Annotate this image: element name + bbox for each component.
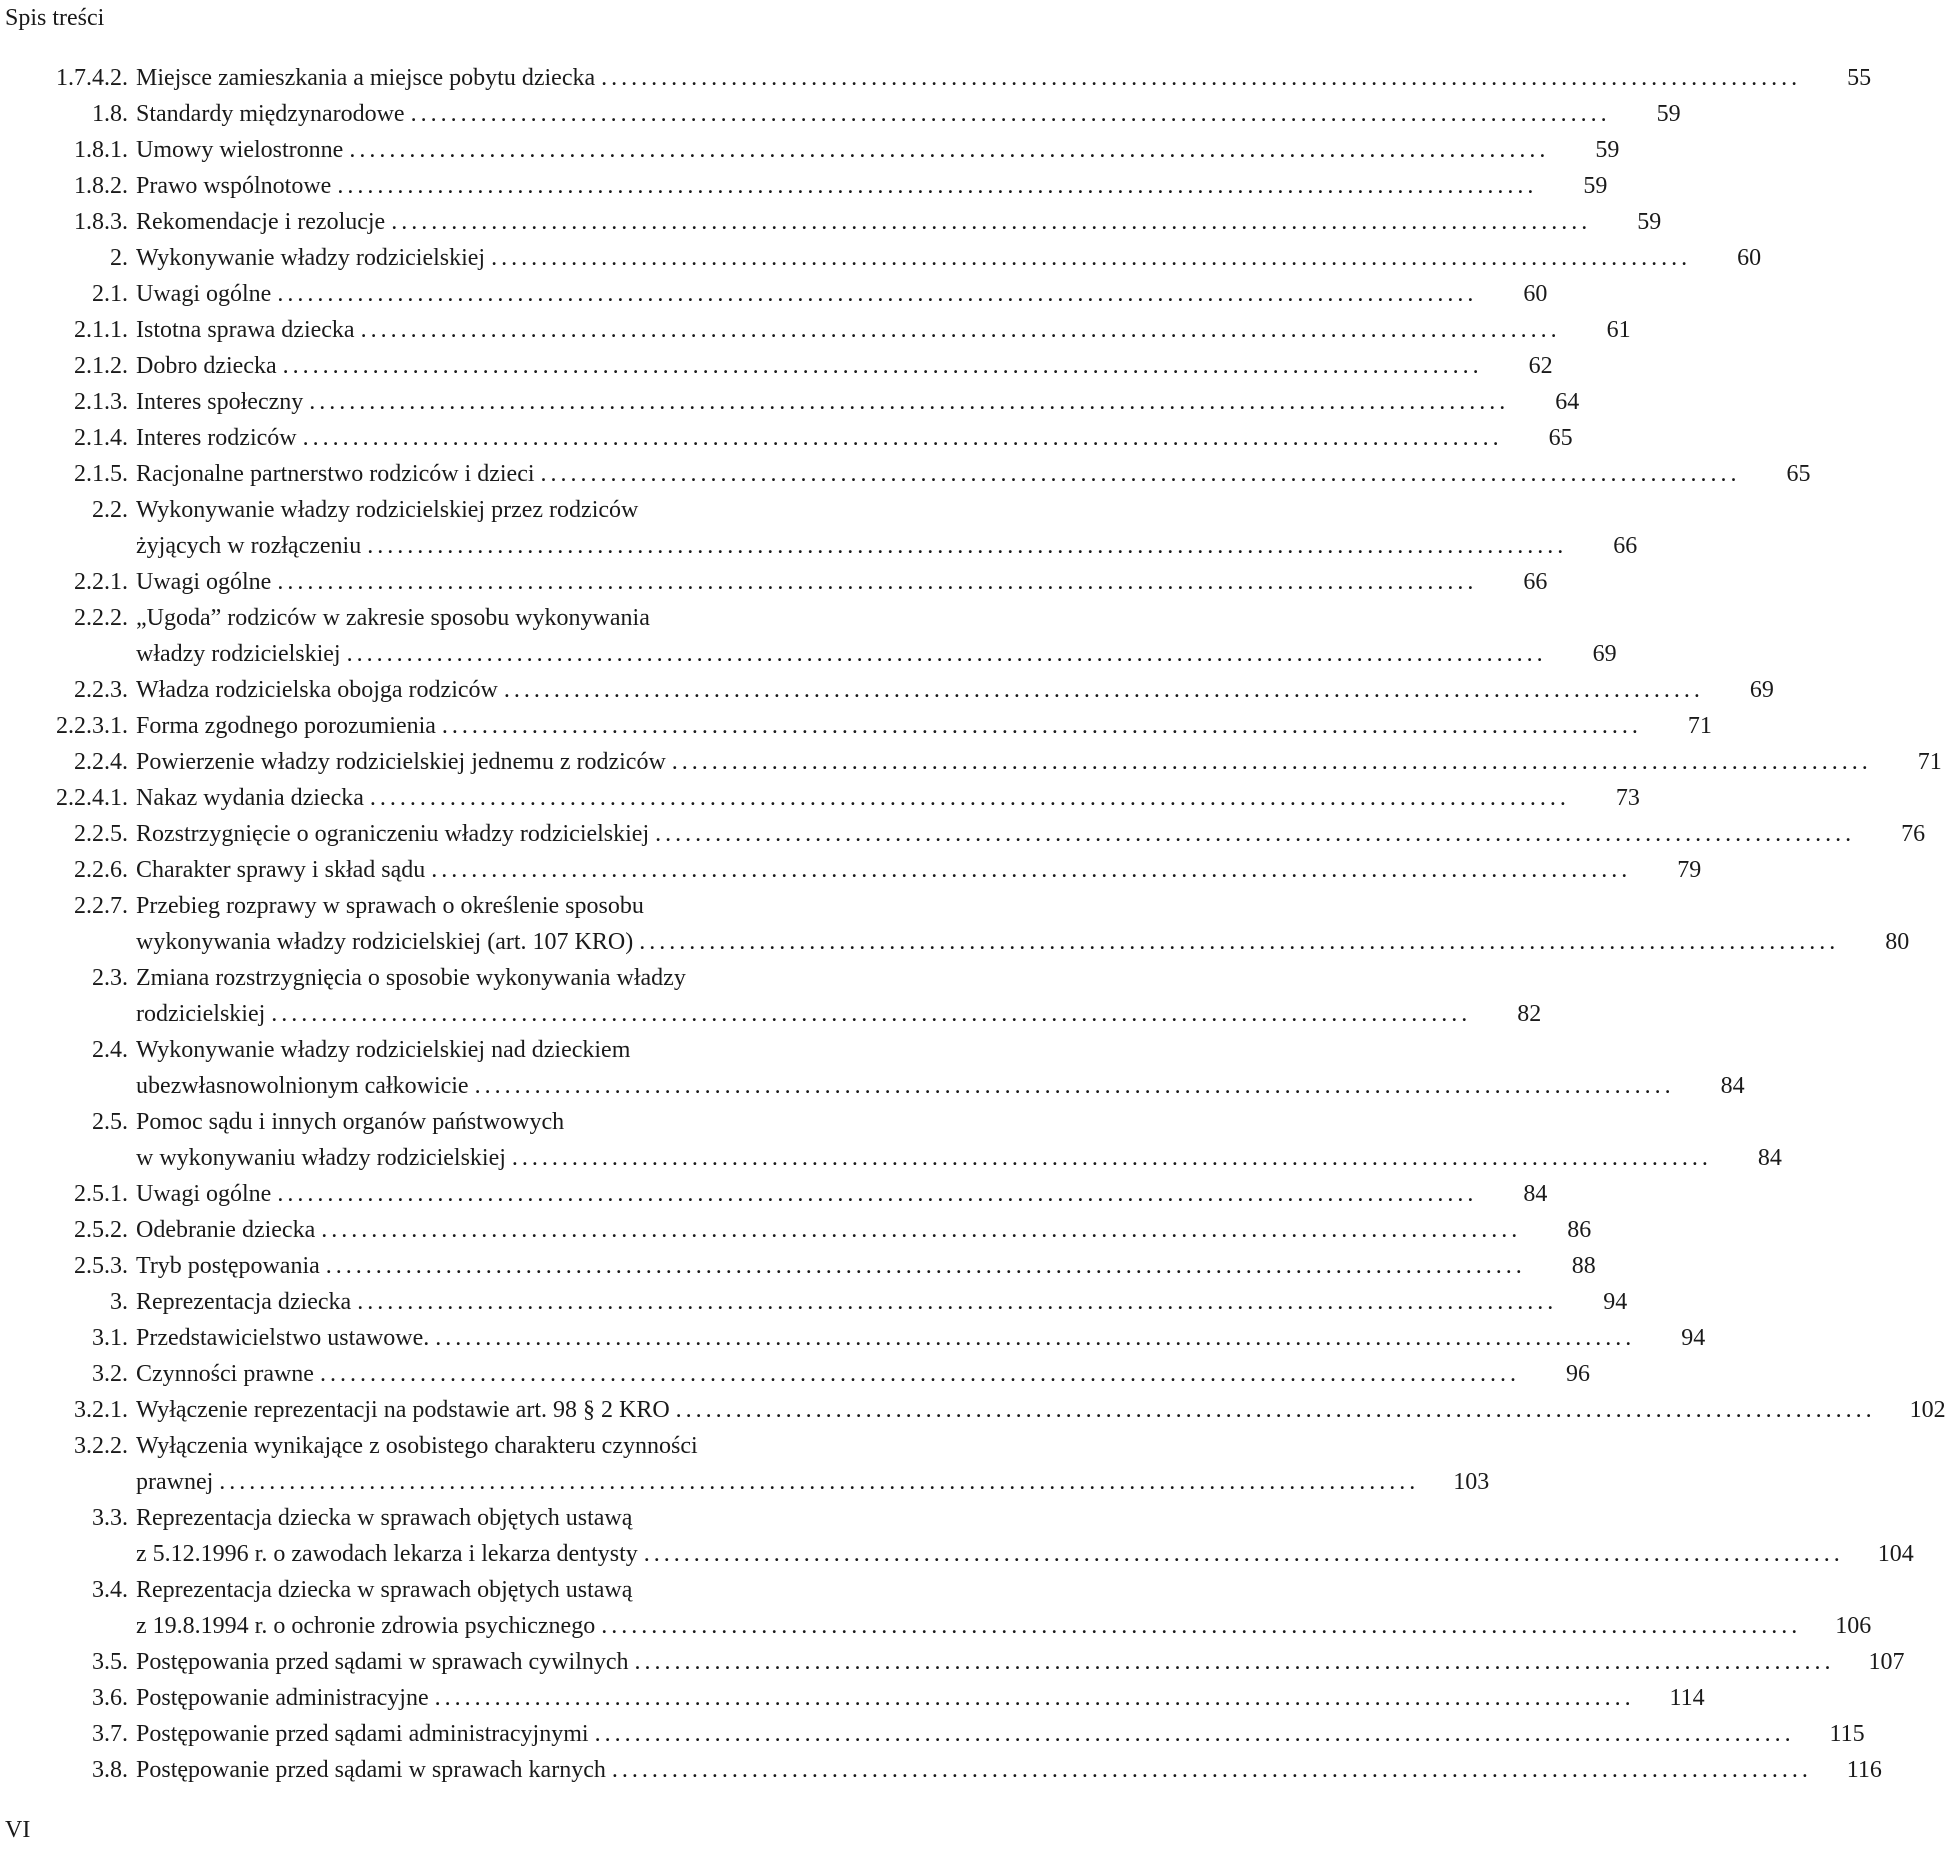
toc-entry-line: [136, 1356, 1590, 1392]
toc-entry-page: 69: [1592, 641, 1617, 667]
toc-entry-number: 2.2.4.1.: [56, 785, 128, 811]
toc-entry-body: [136, 96, 1681, 132]
page-number: VI: [5, 1817, 31, 1843]
toc-entry-line: [136, 1572, 856, 1608]
toc-entry-title: prawnej: [136, 1469, 214, 1495]
toc-entry-body: [136, 384, 1580, 420]
toc-entry-line: [136, 636, 1617, 672]
toc-entry-body: [136, 1212, 1592, 1248]
toc-entry-title: Postępowania przed sądami w sprawach cywilnych: [136, 1649, 629, 1675]
dot-leader: ........................................................................................................................: [337, 173, 1538, 199]
toc-entry: [0, 204, 1662, 240]
toc-entry-title: „Ugoda” rodziców w zakresie sposobu wykonywania: [136, 605, 650, 631]
toc-entry-body: [136, 240, 1762, 276]
toc-entry: [0, 1104, 1782, 1176]
toc-entry-body: [136, 816, 1926, 852]
toc-entry-line: [136, 1140, 1782, 1176]
toc-entry-title: Postępowanie przed sądami w sprawach karnych: [136, 1757, 606, 1783]
toc-entry-line: [136, 1212, 1592, 1248]
toc-entry-page: 104: [1877, 1541, 1914, 1567]
toc-entry-number: 3.8.: [92, 1757, 128, 1783]
toc-entry-page: 96: [1565, 1361, 1590, 1387]
toc-entry-page: 84: [1757, 1145, 1782, 1171]
toc-entry-line: [136, 744, 1942, 780]
toc-entry-title: Wykonywanie władzy rodzicielskiej nad dzieckiem: [136, 1037, 631, 1063]
toc-entry-title: Nakaz wydania dziecka: [136, 785, 364, 811]
toc-entry-body: [136, 1680, 1705, 1716]
toc-entry-number: 2.1.: [92, 281, 128, 307]
toc-entry: [0, 1176, 1548, 1212]
toc-entry-body: [136, 852, 1702, 888]
toc-entry-body: [136, 1320, 1706, 1356]
dot-leader: ........................................................................................................................: [277, 281, 1478, 307]
toc-entry-number: 3.1.: [92, 1325, 128, 1351]
toc-entry-title: Uwagi ogólne: [136, 1181, 272, 1207]
toc-entry-title: Wykonywanie władzy rodzicielskiej: [136, 245, 486, 271]
dot-leader: ........................................................................................................................: [367, 533, 1568, 559]
toc-entry: [0, 564, 1548, 600]
toc-entry-body: [136, 672, 1774, 708]
toc-entry-line: [136, 96, 1681, 132]
toc-entry-line: [136, 1644, 1905, 1680]
toc-entry: [0, 1032, 1745, 1104]
toc-entry: [0, 1356, 1590, 1392]
toc-entry-body: [136, 168, 1608, 204]
toc-entry-title: Pomoc sądu i innych organów państwowych: [136, 1109, 565, 1135]
toc-entry-number: 3.2.2.: [74, 1433, 128, 1459]
toc-entry-number: 3.3.: [92, 1505, 128, 1531]
dot-leader: ........................................................................................................................: [655, 821, 1856, 847]
toc-entry-title: Uwagi ogólne: [136, 569, 272, 595]
toc-entry-line: [136, 924, 1910, 960]
toc-entry-number: 3.: [110, 1289, 128, 1315]
toc-entry-page: 73: [1615, 785, 1640, 811]
toc-entry-line: [136, 1284, 1628, 1320]
toc-entry-title: z 19.8.1994 r. o ochronie zdrowia psychicznego: [136, 1613, 596, 1639]
toc-entry-number: 2.1.2.: [74, 353, 128, 379]
toc-entry-title: żyjących w rozłączeniu: [136, 533, 362, 559]
toc-entry-page: 106: [1835, 1613, 1872, 1639]
toc-entry-page: 71: [1687, 713, 1712, 739]
toc-entry-line: [136, 240, 1762, 276]
toc-entry-page: 79: [1677, 857, 1702, 883]
dot-leader: ........................................................................................................................: [435, 1325, 1636, 1351]
dot-leader: ........................................................................................................................: [671, 749, 1872, 775]
toc-entry: [0, 312, 1631, 348]
toc-entry-page: 103: [1453, 1469, 1490, 1495]
dot-leader: ........................................................................................................................: [601, 1613, 1802, 1639]
toc-entry-title: Zmiana rozstrzygnięcia o sposobie wykonywania władzy: [136, 965, 686, 991]
toc-entry-body: [136, 744, 1942, 780]
toc-entry-title: Przebieg rozprawy w sprawach o określenie sposobu: [136, 893, 644, 919]
toc-entry: [0, 1572, 1872, 1644]
toc-entry-line: [136, 528, 1638, 564]
toc-entry-number: 2.2.1.: [74, 569, 128, 595]
toc-entry-number: 2.2.6.: [74, 857, 128, 883]
toc-entry-page: 59: [1595, 137, 1620, 163]
toc-entry-body: [136, 960, 1542, 1032]
dot-leader: ........................................................................................................................: [346, 641, 1547, 667]
toc-entry-title: Władza rodzicielska obojga rodziców: [136, 677, 498, 703]
toc-entry-line: [136, 1680, 1705, 1716]
dot-leader: ........................................................................................................................: [302, 425, 1503, 451]
toc-entry-title: władzy rodzicielskiej: [136, 641, 341, 667]
toc-entry-title: wykonywania władzy rodzicielskiej (art. 107 KRO): [136, 929, 634, 955]
toc-entry-body: [136, 1176, 1548, 1212]
dot-leader: ........................................................................................................................: [675, 1397, 1876, 1423]
toc-entry-line: [136, 204, 1662, 240]
toc-entry-body: [136, 348, 1553, 384]
toc-entry-title: Istotna sprawa dziecka: [136, 317, 355, 343]
dot-leader: ........................................................................................................................: [219, 1469, 1420, 1495]
toc-entry-line: [136, 132, 1620, 168]
toc-entry-body: [136, 204, 1662, 240]
toc-entry-title: Czynności prawne: [136, 1361, 314, 1387]
toc-entry-title: Rozstrzygnięcie o ograniczeniu władzy rodzicielskiej: [136, 821, 650, 847]
toc-entry-body: [136, 564, 1548, 600]
toc-entry: [0, 960, 1542, 1032]
toc-entry: [0, 600, 1617, 672]
toc-entry: [0, 276, 1548, 312]
dot-leader: ........................................................................................................................: [491, 245, 1692, 271]
toc-entry-line: [136, 708, 1712, 744]
dot-leader: ........................................................................................................................: [277, 1181, 1478, 1207]
toc-entry: [0, 492, 1638, 564]
toc-entry-page: 59: [1656, 101, 1681, 127]
toc-entry-number: 2.4.: [92, 1037, 128, 1063]
toc-entry-page: 61: [1606, 317, 1631, 343]
toc-entry: [0, 1644, 1905, 1680]
table-of-contents: [0, 60, 1946, 1788]
toc-entry-line: [136, 672, 1774, 708]
toc-entry: [0, 1284, 1628, 1320]
toc-entry: [0, 744, 1942, 780]
toc-entry-line: [136, 564, 1548, 600]
toc-entry-line: [136, 1464, 1490, 1500]
toc-entry-number: 2.2.5.: [74, 821, 128, 847]
toc-entry-page: 65: [1786, 461, 1811, 487]
toc-entry-number: 3.2.1.: [74, 1397, 128, 1423]
toc-entry-page: 114: [1669, 1685, 1705, 1711]
toc-entry-page: 69: [1749, 677, 1774, 703]
toc-entry-page: 55: [1847, 65, 1872, 91]
dot-leader: ........................................................................................................................: [634, 1649, 1835, 1675]
toc-entry-title: Uwagi ogólne: [136, 281, 272, 307]
toc-entry-number: 1.7.4.2.: [56, 65, 128, 91]
toc-entry-body: [136, 1644, 1905, 1680]
toc-entry-line: [136, 1428, 856, 1464]
toc-entry-body: [136, 1572, 1872, 1644]
toc-entry-body: [136, 1716, 1865, 1752]
toc-entry-line: [136, 456, 1811, 492]
toc-entry-line: [136, 348, 1553, 384]
toc-entry-title: Charakter sprawy i skład sądu: [136, 857, 426, 883]
toc-entry: [0, 1500, 1914, 1572]
toc-entry-line: [136, 384, 1580, 420]
toc-entry-page: 65: [1548, 425, 1573, 451]
toc-entry-number: 2.5.2.: [74, 1217, 128, 1243]
toc-entry: [0, 852, 1702, 888]
toc-entry-line: [136, 1536, 1914, 1572]
toc-entry: [0, 60, 1872, 96]
toc-entry-page: 84: [1523, 1181, 1548, 1207]
toc-entry-number: 2.: [110, 245, 128, 271]
toc-entry-line: [136, 1716, 1865, 1752]
toc-entry-number: 2.5.3.: [74, 1253, 128, 1279]
toc-entry-title: Reprezentacja dziecka w sprawach objętych ustawą: [136, 1577, 633, 1603]
dot-leader: ........................................................................................................................: [474, 1073, 1675, 1099]
toc-entry-title: Interes rodziców: [136, 425, 297, 451]
dot-leader: ........................................................................................................................: [271, 1001, 1472, 1027]
toc-entry-body: [136, 708, 1712, 744]
dot-leader: ........................................................................................................................: [434, 1685, 1635, 1711]
dot-leader: ........................................................................................................................: [410, 101, 1611, 127]
toc-entry-page: 71: [1917, 749, 1942, 775]
dot-leader: ........................................................................................................................: [309, 389, 1510, 415]
toc-entry-body: [136, 888, 1910, 960]
toc-entry-title: Postępowanie administracyjne: [136, 1685, 429, 1711]
toc-entry-number: 2.2.4.: [74, 749, 128, 775]
toc-entry-title: Racjonalne partnerstwo rodziców i dzieci: [136, 461, 535, 487]
toc-entry: [0, 1392, 1946, 1428]
toc-entry-number: 2.1.3.: [74, 389, 128, 415]
toc-entry-title: Tryb postępowania: [136, 1253, 320, 1279]
toc-entry-title: Wykonywanie władzy rodzicielskiej przez rodziców: [136, 497, 639, 523]
toc-entry-line: [136, 276, 1548, 312]
dot-leader: ........................................................................................................................: [357, 1289, 1558, 1315]
toc-entry-number: 3.4.: [92, 1577, 128, 1603]
toc-entry-title: Standardy międzynarodowe: [136, 101, 405, 127]
toc-entry-body: [136, 1392, 1946, 1428]
dot-leader: ........................................................................................................................: [441, 713, 1642, 739]
toc-entry-line: [136, 1320, 1706, 1356]
toc-entry-body: [136, 1284, 1628, 1320]
toc-entry-title: Interes społeczny: [136, 389, 304, 415]
toc-entry-page: 62: [1528, 353, 1553, 379]
dot-leader: ........................................................................................................................: [319, 1361, 1520, 1387]
toc-entry-line: [136, 1068, 1745, 1104]
dot-leader: ........................................................................................................................: [321, 1217, 1522, 1243]
toc-entry: [0, 1248, 1596, 1284]
dot-leader: ........................................................................................................................: [540, 461, 1741, 487]
toc-entry-line: [136, 1104, 856, 1140]
toc-entry-number: 2.1.5.: [74, 461, 128, 487]
toc-entry-line: [136, 960, 856, 996]
dot-leader: ........................................................................................................................: [611, 1757, 1812, 1783]
toc-entry-number: 3.7.: [92, 1721, 128, 1747]
toc-entry-body: [136, 1428, 1490, 1500]
toc-entry-line: [136, 600, 856, 636]
toc-entry-title: ubezwłasnowolnionym całkowicie: [136, 1073, 469, 1099]
toc-entry-line: [136, 1248, 1596, 1284]
toc-entry-page: 107: [1868, 1649, 1905, 1675]
toc-entry-page: 102: [1909, 1397, 1946, 1423]
toc-entry: [0, 1428, 1490, 1500]
toc-entry-number: 2.2.2.: [74, 605, 128, 631]
dot-leader: ........................................................................................................................: [601, 65, 1802, 91]
toc-entry-number: 1.8.3.: [74, 209, 128, 235]
toc-entry-body: [136, 1356, 1590, 1392]
toc-entry-title: Wyłączenia wynikające z osobistego charakteru czynności: [136, 1433, 698, 1459]
toc-entry-page: 59: [1583, 173, 1608, 199]
toc-entry-title: w wykonywaniu władzy rodzicielskiej: [136, 1145, 506, 1171]
toc-entry-number: 2.2.3.: [74, 677, 128, 703]
toc-entry-line: [136, 1608, 1872, 1644]
toc-entry-body: [136, 456, 1811, 492]
toc-entry-body: [136, 132, 1620, 168]
toc-entry-title: Reprezentacja dziecka: [136, 1289, 352, 1315]
toc-entry-line: [136, 1752, 1882, 1788]
toc-entry-title: Dobro dziecka: [136, 353, 277, 379]
toc-entry-number: 1.8.1.: [74, 137, 128, 163]
toc-entry-number: 3.6.: [92, 1685, 128, 1711]
toc-entry: [0, 132, 1620, 168]
toc-entry-line: [136, 168, 1608, 204]
toc-entry-page: 66: [1613, 533, 1638, 559]
toc-entry-number: 2.1.1.: [74, 317, 128, 343]
toc-entry-number: 2.3.: [92, 965, 128, 991]
toc-entry-line: [136, 1392, 1946, 1428]
toc-entry-body: [136, 276, 1548, 312]
toc-entry: [0, 780, 1640, 816]
toc-entry: [0, 1320, 1706, 1356]
toc-entry-page: 64: [1555, 389, 1580, 415]
toc-entry-number: 3.2.: [92, 1361, 128, 1387]
toc-entry-page: 94: [1681, 1325, 1706, 1351]
toc-entry-number: 2.1.4.: [74, 425, 128, 451]
running-header: Spis treści: [5, 5, 105, 31]
toc-entry-body: [136, 1248, 1596, 1284]
toc-entry-title: Przedstawicielstwo ustawowe.: [136, 1325, 430, 1351]
toc-entry: [0, 420, 1573, 456]
toc-entry: [0, 456, 1811, 492]
toc-entry: [0, 1212, 1592, 1248]
toc-entry-line: [136, 816, 1926, 852]
toc-entry: [0, 1716, 1865, 1752]
toc-entry: [0, 708, 1712, 744]
toc-entry-number: 2.2.: [92, 497, 128, 523]
dot-leader: ........................................................................................................................: [349, 137, 1550, 163]
toc-entry-number: 2.5.1.: [74, 1181, 128, 1207]
toc-entry-page: 59: [1637, 209, 1662, 235]
toc-entry: [0, 384, 1580, 420]
dot-leader: ........................................................................................................................: [639, 929, 1840, 955]
toc-entry: [0, 240, 1762, 276]
toc-entry-page: 60: [1737, 245, 1762, 271]
toc-entry-number: 2.2.3.1.: [56, 713, 128, 739]
dot-leader: ........................................................................................................................: [643, 1541, 1844, 1567]
toc-entry: [0, 816, 1926, 852]
toc-entry-line: [136, 996, 1542, 1032]
toc-entry-body: [136, 1104, 1782, 1176]
toc-entry: [0, 96, 1681, 132]
toc-entry-body: [136, 600, 1617, 672]
toc-entry-line: [136, 492, 856, 528]
toc-entry-page: 84: [1720, 1073, 1745, 1099]
toc-entry-number: 1.8.: [92, 101, 128, 127]
toc-entry-number: 2.2.7.: [74, 893, 128, 919]
toc-entry-line: [136, 312, 1631, 348]
toc-entry-page: 86: [1567, 1217, 1592, 1243]
toc-entry-page: 82: [1517, 1001, 1542, 1027]
dot-leader: ........................................................................................................................: [360, 317, 1561, 343]
toc-entry-body: [136, 492, 1638, 564]
toc-entry-page: 88: [1571, 1253, 1596, 1279]
dot-leader: ........................................................................................................................: [282, 353, 1483, 379]
toc-entry-title: Powierzenie władzy rodzicielskiej jednemu z rodziców: [136, 749, 666, 775]
dot-leader: ........................................................................................................................: [511, 1145, 1712, 1171]
toc-entry-number: 1.8.2.: [74, 173, 128, 199]
toc-entry-line: [136, 1032, 856, 1068]
toc-entry-line: [136, 888, 856, 924]
toc-entry-title: Forma zgodnego porozumienia: [136, 713, 436, 739]
toc-entry-line: [136, 1500, 856, 1536]
toc-entry-page: 60: [1523, 281, 1548, 307]
toc-entry-title: rodzicielskiej: [136, 1001, 266, 1027]
toc-entry-line: [136, 420, 1573, 456]
dot-leader: ........................................................................................................................: [503, 677, 1704, 703]
toc-entry-title: Odebranie dziecka: [136, 1217, 316, 1243]
toc-entry: [0, 888, 1910, 960]
dot-leader: ........................................................................................................................: [277, 569, 1478, 595]
toc-entry-line: [136, 1176, 1548, 1212]
toc-entry-page: 115: [1829, 1721, 1865, 1747]
toc-entry-title: Postępowanie przed sądami administracyjnymi: [136, 1721, 589, 1747]
toc-entry-body: [136, 1032, 1745, 1104]
toc-entry-page: 116: [1846, 1757, 1882, 1783]
toc-entry-body: [136, 420, 1573, 456]
toc-entry: [0, 1680, 1705, 1716]
toc-entry: [0, 1752, 1882, 1788]
toc-entry-title: Miejsce zamieszkania a miejsce pobytu dziecka: [136, 65, 596, 91]
toc-entry-line: [136, 852, 1702, 888]
toc-entry-title: Wyłączenie reprezentacji na podstawie art. 98 § 2 KRO: [136, 1397, 670, 1423]
toc-entry-title: Rekomendacje i rezolucje: [136, 209, 386, 235]
toc-entry-title: Umowy wielostronne: [136, 137, 344, 163]
toc-entry-line: [136, 780, 1640, 816]
toc-entry: [0, 672, 1774, 708]
dot-leader: ........................................................................................................................: [431, 857, 1632, 883]
dot-leader: ........................................................................................................................: [369, 785, 1570, 811]
toc-entry-title: Reprezentacja dziecka w sprawach objętych ustawą: [136, 1505, 633, 1531]
toc-entry-page: 94: [1603, 1289, 1628, 1315]
toc-entry-page: 76: [1901, 821, 1926, 847]
toc-entry-body: [136, 1752, 1882, 1788]
toc-entry-line: [136, 60, 1872, 96]
dot-leader: ........................................................................................................................: [391, 209, 1592, 235]
toc-entry-page: 80: [1885, 929, 1910, 955]
toc-entry-title: Prawo wspólnotowe: [136, 173, 332, 199]
toc-entry-number: 3.5.: [92, 1649, 128, 1675]
toc-entry-page: 66: [1523, 569, 1548, 595]
toc-entry-number: 2.5.: [92, 1109, 128, 1135]
toc-entry: [0, 348, 1553, 384]
toc-entry-body: [136, 60, 1872, 96]
dot-leader: ........................................................................................................................: [594, 1721, 1795, 1747]
toc-entry-body: [136, 780, 1640, 816]
toc-entry-title: z 5.12.1996 r. o zawodach lekarza i lekarza dentysty: [136, 1541, 638, 1567]
dot-leader: ........................................................................................................................: [325, 1253, 1526, 1279]
toc-entry: [0, 168, 1608, 204]
toc-entry-body: [136, 1500, 1914, 1572]
toc-entry-body: [136, 312, 1631, 348]
